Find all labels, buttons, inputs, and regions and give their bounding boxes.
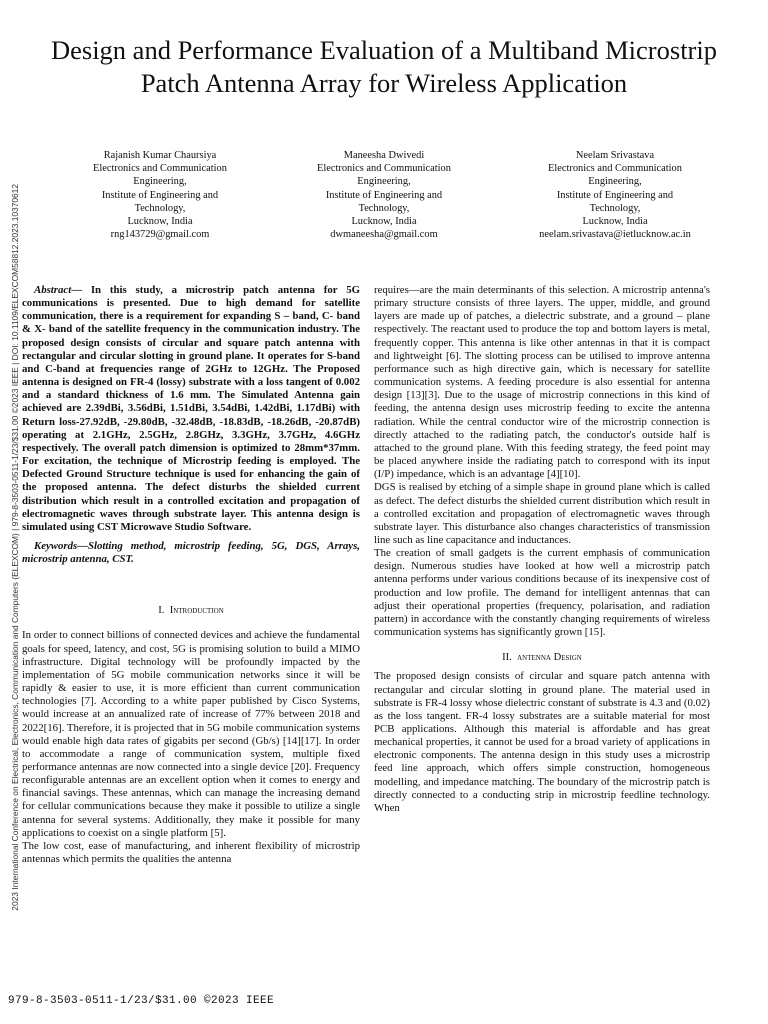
body-paragraph: DGS is realised by etching of a simple shape in ground plane which is called as defect. The defect disturbs the shielded current distribution which result in a controlled excitation and propagation of electromagnetic waves through substrate layer. This disturbance also changes characteristics of transmission line such as line capacitance and inductances.	[374, 481, 710, 546]
author-name: Rajanish Kumar Chaursiya	[103, 150, 217, 161]
author-email[interactable]: neelam.srivastava@ietlucknow.ac.in	[539, 229, 691, 241]
author-affiliation: Institute of Engineering and	[556, 189, 674, 201]
body-paragraph: The proposed design consists of circular and square patch antenna with rectangular and circular slotting in ground plane. The material used in substrate is FR-4 lossy whose dielectric constant of substrate is 4.3 and (0.02) as the loss tangent. FR-4 lossy substrates are a suitable material for most PCB applications. Although this material is affordable and has great mechanical properties, it cannot be used for a broad variety of applications in electronic components. The antenna design in this study uses a microstrip feed line approach, which offers simple construction, homogeneous modelling, and impedance matching. The boundary of the microstrip patch is directly connected to a conducting strip in microstrip feedline technology. When	[374, 670, 710, 814]
intro-paragraph: The low cost, ease of manufacturing, and inherent flexibility of microstrip antennas which permits the qualities the antenna	[22, 839, 360, 866]
author-affiliation: Electronics and Communication	[317, 163, 451, 175]
author-email[interactable]: rng143729@gmail.com	[110, 229, 210, 241]
author-affiliation: Engineering,	[133, 176, 187, 188]
left-column	[22, 284, 360, 866]
author-email[interactable]: dwmaneesha@gmail.com	[330, 229, 438, 241]
author-affiliation: Technology,	[589, 202, 641, 214]
author-location: Lucknow, India	[127, 216, 193, 228]
author-block	[55, 149, 265, 241]
intro-paragraph: In order to connect billions of connected devices and achieve the fundamental goals for speed, latency, and cost, 5G is promising solution to build a MIMO infrastructure. Digital technology will be profoundly impacted by the implementation of 5G mobile communication networks since it will be rapidly & easier to use, it is more efficient than current communication technologies [7]. According to a white paper published by Cisco Systems, would increase at an annualized rate of increase of 77% between 2018 and 2022[16]. Therefore, it is projected that in 5G mobile communication systems would enable high data rates of gigabits per second (Gb/s) [14][17]. In order to accommodate a range of communication system, multiple fixed performance antennas are now connected into a single device [20]. Frequency reconfigurable antennas are an excellent option when it comes to energy and financial savings. These antennas, which can manage the increasing demand for cellular communications because they make it possible to utilize a single antenna for several systems. Additionally, they make it possible for many applications to coexist on a single platform [5].	[22, 629, 360, 839]
body-paragraph: requires—are the main determinants of this selection. A microstrip antenna's primary structure consists of three layers. The upper, middle, and ground layers are made up of patches, a dielectric substrate, and a ground – plane respectively. The reactant used to produce the top and bottom layers is metal, frequently copper. This antenna is like other antennas in that it is compact and lightweight [6]. The slotting process can be utilised to improve antenna performance such as high directive gain, which is necessary for satellite communication systems. A feeding procedure is also essential for antenna design [13][3]. Due to the usage of microstrip connections in this kind of feeding, the antenna design uses microstrip feeding to excite the antenna radiation. While the central conductor wire of the microstrip connection is directly attached to the radiating patch, the conductor's outside half is attached to the ground plane. With this feeding strategy, the feed point may be placed anywhere inside the radiating patch to correspond with its input (I/P) impedance, which is an advantage [4][10].	[374, 284, 710, 481]
keywords: Keywords—Slotting method, microstrip feeding, 5G, DGS, Arrays, microstrip antenna, CST.	[22, 539, 360, 566]
author-block	[510, 149, 720, 241]
author-affiliation: Institute of Engineering and	[325, 189, 443, 201]
sidebar-citation: 2023 International Conference on Electrical, Electronics, Communication and Computers (ELEXCOM) | 979-8-3503-0511-1/23/$31.00 ©2023 IEEE | DOI: 10.1109/ELEXCOM58812.2023.10370612	[10, 184, 20, 911]
section-heading: I. Introduction	[158, 605, 224, 617]
author-name: Neelam Srivastava	[575, 150, 655, 161]
author-name: Maneesha Dwivedi	[343, 150, 425, 161]
author-affiliation: Engineering,	[588, 176, 642, 188]
author-location: Lucknow, India	[351, 216, 417, 228]
author-affiliation: Electronics and Communication	[548, 163, 682, 175]
author-affiliation: Technology,	[358, 202, 410, 214]
author-affiliation: Engineering,	[357, 176, 411, 188]
author-location: Lucknow, India	[582, 216, 648, 228]
author-affiliation: Institute of Engineering and	[101, 189, 219, 201]
abstract-text: — In this study, a microstrip patch antenna for 5G communications is presented. Due to high demand for satellite communication, there is a requirement for expanding S – band, C- band & X- band of the satellite frequency in the communication industry. The proposed design consists of circular and square patch antenna with rectangular and circular slotting in ground plane. It operates for S-band and C-band at frequencies range of 2GHz to 12GHz. The Proposed antenna is designed on FR-4 (lossy) substrate with a loss tangent of 0.002 and a standard thickness of 1.6 mm. The Simulated Antenna gain achieved are 2.39dBi, 3.56dBi, 1.51dBi, 3.54dBi, 1.42dBi, 1.17dBi) with Return loss-27.92dB, -29.80dB, -32.48dB, -18.83dB, -18.26dB, -20.87dB) operating at 2.1GHz, 2.5GHz, 2.8GHz, 3.3GHz, 3.7GHz, 4.6GHz respectively. The overall patch dimension is optimized to 28mm*37mm. For excitation, the technique of Microstrip feeding is employed. The Defected Ground Structure technique is used for enhancing the gain of the proposed antenna. The defect disturbs the shielded current distribution which result in a controlled excitation and propagation of electromagnetic waves through substrate layer. This antenna design is simulated using CST Microwave Studio Software.	[22, 284, 360, 533]
abstract	[22, 284, 360, 534]
conference-sidebar	[10, 184, 22, 959]
author-affiliation: Technology,	[134, 202, 186, 214]
right-column	[374, 284, 710, 815]
paper-title: Design and Performance Evaluation of a Multiband Microstrip Patch Antenna Array for Wireless Application	[50, 35, 717, 98]
author-block	[279, 149, 489, 241]
author-affiliation: Electronics and Communication	[93, 163, 227, 175]
abstract-label: Abstract	[34, 284, 72, 296]
copyright-footer: 979-8-3503-0511-1/23/$31.00 ©2023 IEEE	[8, 995, 275, 1007]
body-paragraph: The creation of small gadgets is the current emphasis of communication design. Numerous studies have looked at how well a microstrip patch antenna performs under various conditions because of its inexpensive cost of production and low profile. The demand for intelligent antennas that can adjust their operational properties (frequency, polarisation, and radiation pattern) in accordance with the constantly changing requirements of wireless communication systems has significantly grown [15].	[374, 547, 710, 639]
section-heading: II. antenna Design	[502, 652, 582, 664]
